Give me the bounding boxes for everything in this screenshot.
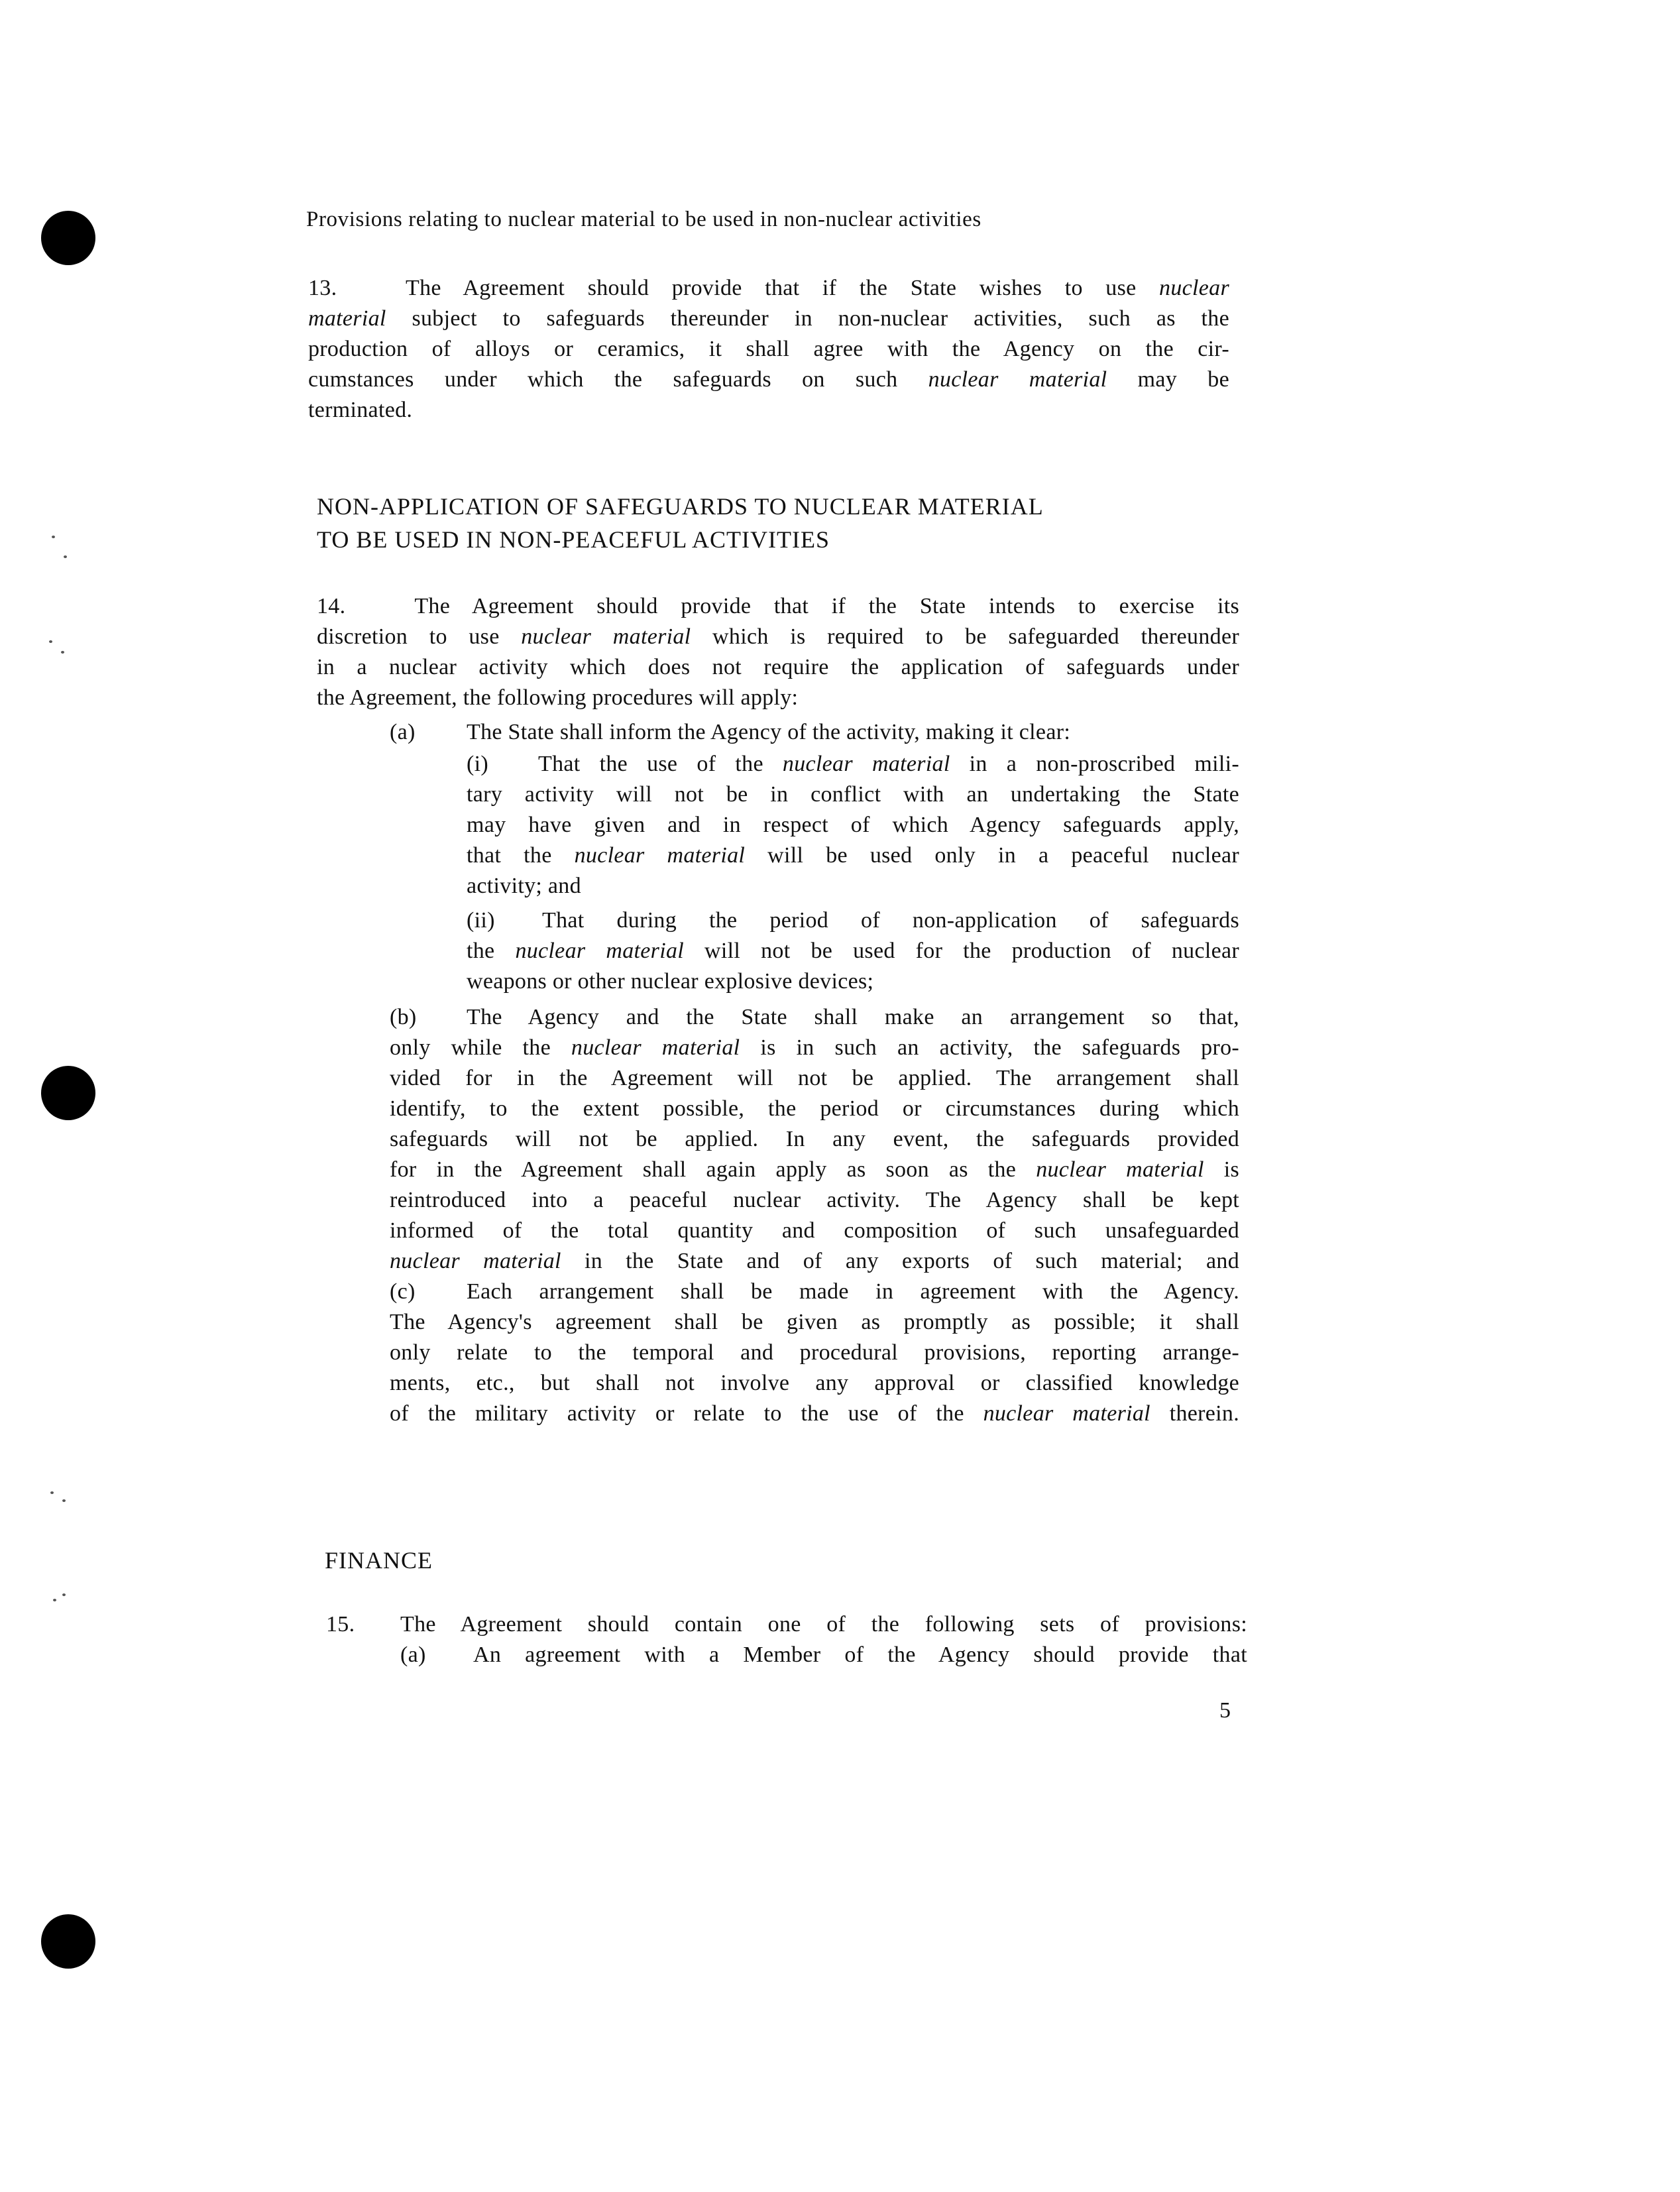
- item-ii-line: weapons or other nuclear explosive devices;: [467, 969, 874, 994]
- section-13-line: 13. The Agreement should provide that if the State wishes to use nuclear: [308, 276, 1230, 300]
- item-i-line: activity; and: [467, 874, 581, 898]
- section-15-number: 15.: [326, 1612, 355, 1637]
- scan-speck: [50, 1491, 54, 1494]
- item-b-line: nuclear material in the State and of any exports of such material; and: [390, 1249, 1239, 1273]
- scan-speck: [53, 1599, 56, 1601]
- item-a-label: (a): [400, 1643, 426, 1667]
- punch-hole-bottom: [41, 1914, 95, 1969]
- item-b-line: vided for in the Agreement will not be applied. The arrangement shall: [390, 1066, 1239, 1090]
- item-a-label: (a): [390, 720, 416, 744]
- item-i-line: That the use of the nuclear material in a non-proscribed mili-: [538, 752, 1239, 776]
- item-c-line: of the military activity or relate to the use of the nuclear material therein.: [390, 1401, 1239, 1426]
- item-i-line: may have given and in respect of which Agency safeguards apply,: [467, 813, 1239, 837]
- scan-speck: [49, 640, 52, 643]
- section-14-line: discretion to use nuclear material which is required to be safeguarded thereunder: [317, 624, 1239, 649]
- item-b-line: identify, to the extent possible, the period or circumstances during which: [390, 1096, 1239, 1121]
- item-b-line: reintroduced into a peaceful nuclear activity. The Agency shall be kept: [390, 1188, 1239, 1212]
- item-b-line: The Agency and the State shall make an arrangement so that,: [467, 1005, 1239, 1029]
- item-c-line: The Agency's agreement shall be given as promptly as possible; it shall: [390, 1310, 1239, 1334]
- section-13-number: 13.: [308, 276, 337, 300]
- item-ii-line: the nuclear material will not be used for the production of nuclear: [467, 939, 1239, 963]
- section-14-number: 14.: [317, 594, 346, 618]
- section-15-line: The Agreement should contain one of the following sets of provisions:: [400, 1612, 1247, 1637]
- section-14-line: in a nuclear activity which does not require the application of safeguards under: [317, 655, 1239, 679]
- section-14-line: the Agreement, the following procedures will apply:: [317, 685, 799, 710]
- item-c-label: (c): [390, 1279, 416, 1304]
- scan-speck: [62, 1593, 66, 1596]
- section-13-line: terminated.: [308, 398, 413, 422]
- item-b-line: safeguards will not be applied. In any event, the safeguards provided: [390, 1127, 1239, 1151]
- section-15-line: An agreement with a Member of the Agency should provide that: [473, 1643, 1247, 1667]
- item-i-line: tary activity will not be in conflict with an undertaking the State: [467, 782, 1239, 807]
- section-13-line: production of alloys or ceramics, it shall agree with the Agency on the cir-: [308, 337, 1229, 361]
- item-c-line: ments, etc., but shall not involve any approval or classified knowledge: [390, 1371, 1239, 1395]
- section-15-heading: FINANCE: [325, 1547, 433, 1574]
- section-13-line: cumstances under which the safeguards on such nuclear material may be: [308, 367, 1229, 392]
- section-14-line: 14. The Agreement should provide that if the State intends to exercise its: [317, 594, 1240, 618]
- page-number: 5: [1219, 1698, 1231, 1723]
- item-c-line: only relate to the temporal and procedural provisions, reporting arrange-: [390, 1340, 1239, 1365]
- item-b-line: informed of the total quantity and composition of such unsafeguarded: [390, 1218, 1239, 1243]
- item-b-label: (b): [390, 1005, 417, 1029]
- item-b-line: only while the nuclear material is in such an activity, the safeguards pro-: [390, 1035, 1239, 1060]
- item-i-line: that the nuclear material will be used only in a peaceful nuclear: [467, 843, 1239, 868]
- scan-speck: [61, 651, 64, 654]
- item-a-text: The State shall inform the Agency of the activity, making it clear:: [467, 720, 1071, 744]
- section-13-line: material subject to safeguards thereunder in non-nuclear activities, such as the: [308, 306, 1229, 331]
- punch-hole-top: [41, 211, 95, 265]
- scan-speck: [62, 1499, 66, 1502]
- item-i-label: (i): [467, 752, 488, 776]
- item-ii-label: (ii): [467, 908, 495, 933]
- item-ii-line: That during the period of non-application of safeguards: [542, 908, 1239, 933]
- section-14-heading: TO BE USED IN NON-PEACEFUL ACTIVITIES: [317, 526, 830, 553]
- scan-speck: [64, 555, 67, 558]
- section-13-heading: Provisions relating to nuclear material to be used in non-nuclear activities: [306, 207, 981, 231]
- item-c-line: Each arrangement shall be made in agreement with the Agency.: [467, 1279, 1239, 1304]
- punch-hole-middle: [41, 1066, 95, 1120]
- item-b-line: for in the Agreement shall again apply as soon as the nuclear material is: [390, 1157, 1239, 1182]
- scan-speck: [52, 536, 55, 538]
- section-14-heading: NON-APPLICATION OF SAFEGUARDS TO NUCLEAR MATERIAL: [317, 493, 1044, 520]
